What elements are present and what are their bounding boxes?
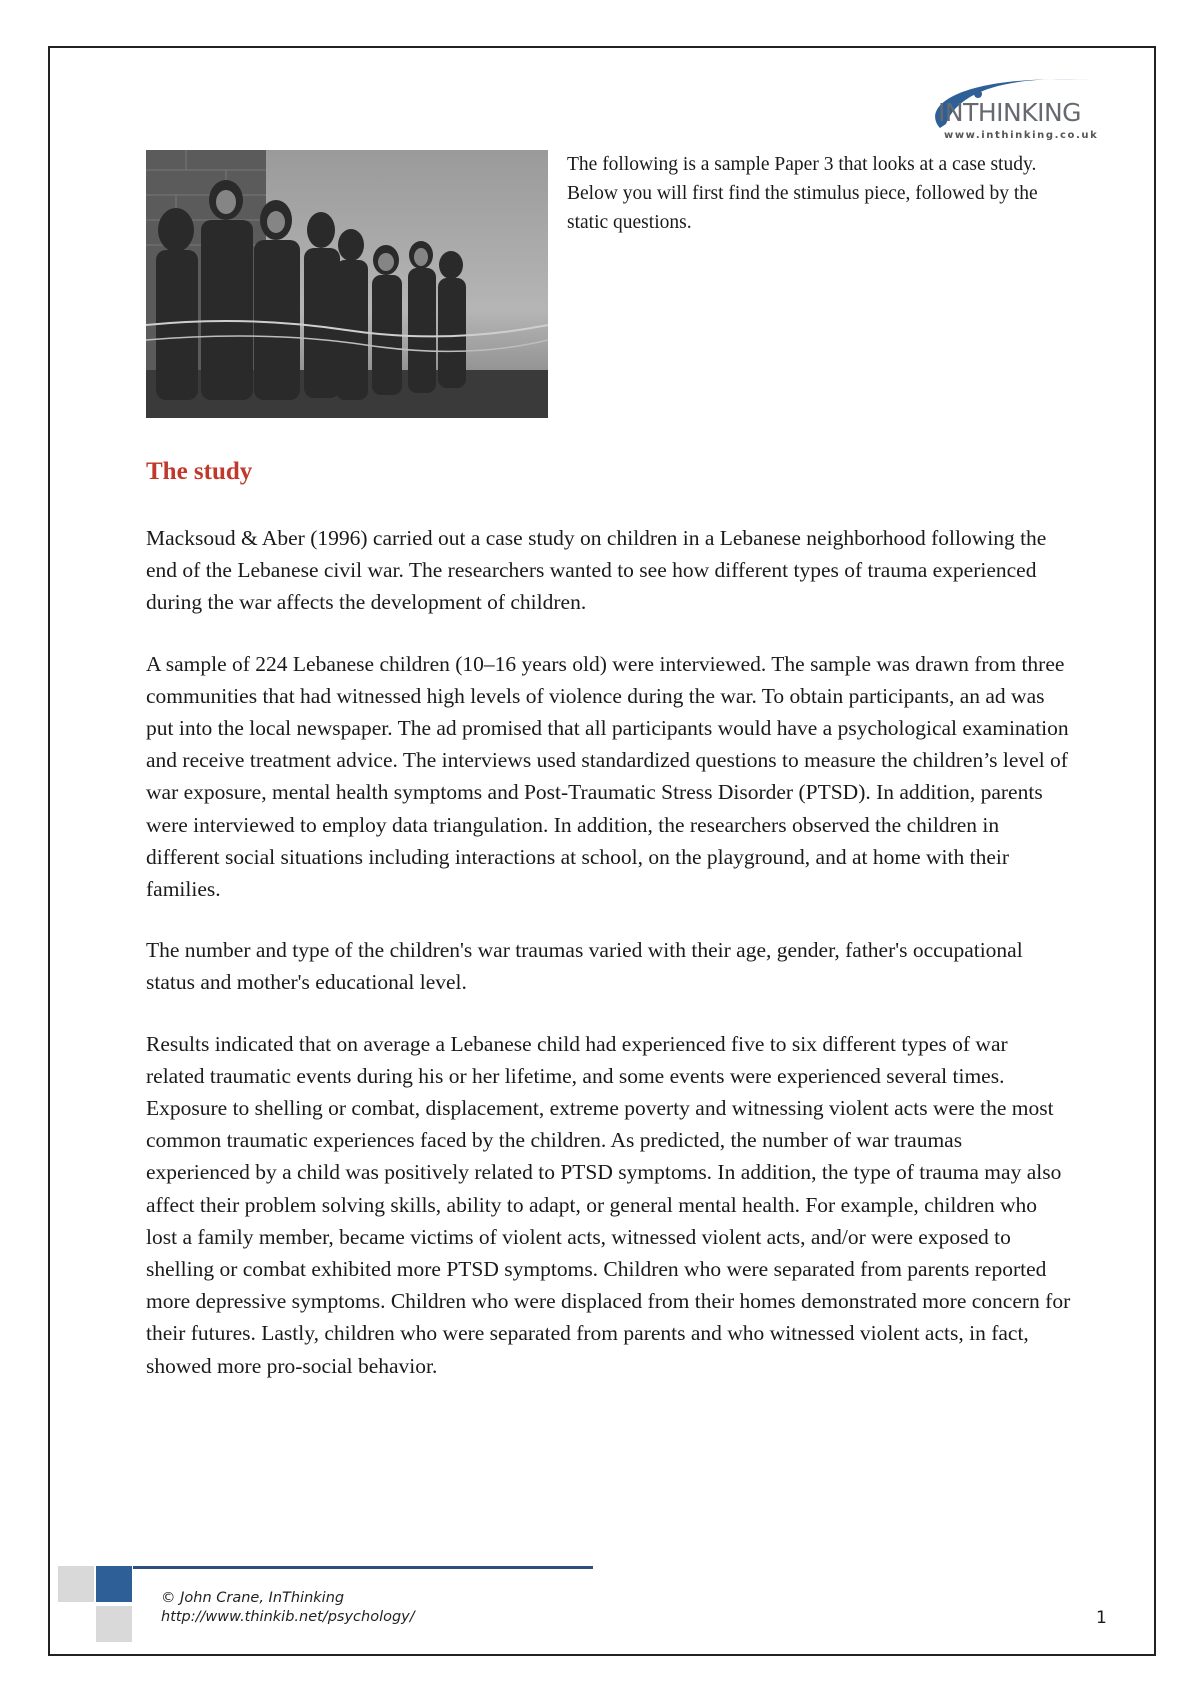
study-body [146,522,1071,1411]
intro-text: The following is a sample Paper 3 that looks at a case study. Below you will first find the stimulus piece, followed by the static questions. [567,154,1038,233]
footer-rule [133,1566,593,1569]
footer-credits [161,1589,415,1627]
footer-url[interactable]: http://www.thinkib.net/psychology/ [161,1609,415,1625]
children-photo-illustration [146,150,548,418]
footer-copyright: © John Crane, InThinking [161,1590,345,1606]
paragraph-2: A sample of 224 Lebanese children (10–16 years old) were interviewed. The sample was drawn from three communities that had witnessed high levels of violence during the war. To obtain participants, an ad was put into the local newspaper. The ad promised that all participants would have a psychological examination and receive treatment advice. The interviews used standardized questions to measure the children’s level of war exposure, mental health symptoms and Post-Traumatic Stress Disorder (PTSD). In addition, parents were interviewed to employ data triangulation. In addition, the researchers observed the children in different social situations including interactions at school, on the playground, and at home with their families. [146,651,1069,902]
paragraph-1: Macksoud & Aber (1996) carried out a case study on children in a Lebanese neighborhood following the end of the Lebanese civil war. The researchers wanted to see how different types of trauma experienced during the war affects the development of children. [146,526,1047,615]
logo-brand-text: INTHINKING [938,98,1082,127]
section-heading: The study [146,458,253,485]
page-number: 1 [1096,1608,1107,1628]
paragraph-3: The number and type of the children's war traumas varied with their age, gender, father's occupational status and mother's educational level. [146,938,1023,995]
footer-decor-square [96,1606,132,1642]
paragraph-4: Results indicated that on average a Lebanese child had experienced five to six different types of war related traumatic events during his or her lifetime, and some events were experienced several times. Exposure to shelling or combat, displacement, extreme poverty and witnessing violent acts were the most common traumatic experiences faced by the children. As predicted, the number of war traumas experienced by a child was positively related to PTSD symptoms. In addition, the type of trauma may also affect their problem solving skills, ability to adapt, or general mental health. For example, children who lost a family member, became victims of violent acts, witnessed violent acts, and/or were exposed to shelling or combat exhibited more PTSD symptoms. Children who were separated from parents reported more depressive symptoms. Children who were displaced from their homes demonstrated more concern for their futures. Lastly, children who were separated from parents and who witnessed violent acts, in fact, showed more pro-social behavior. [146,1031,1071,1378]
footer-decor-square [58,1566,94,1602]
footer-decor-square [96,1566,132,1602]
children-photo [146,150,548,418]
logo-url-text: www.inthinking.co.uk [944,130,1099,141]
inthinking-logo [900,66,1100,146]
